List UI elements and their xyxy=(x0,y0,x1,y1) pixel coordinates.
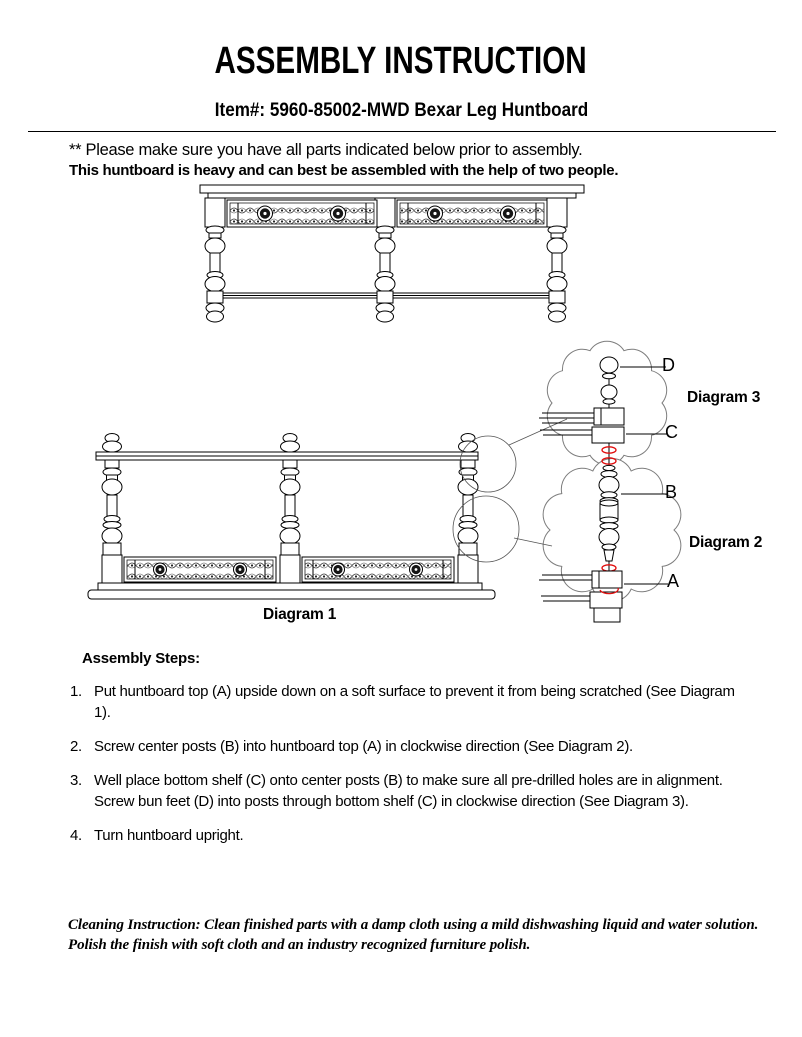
step-number: 1. xyxy=(70,683,82,700)
stretcher-rail xyxy=(96,452,478,460)
drawer-left xyxy=(124,557,276,582)
item-number: Item#: 5960-85002-MWD Bexar Leg Huntboard xyxy=(214,100,588,121)
diagram2-caption: Diagram 2 xyxy=(689,534,763,551)
assembly-step-1 xyxy=(70,681,750,723)
assembly-steps-list xyxy=(70,681,750,859)
item-number-row xyxy=(0,100,802,122)
step-number: 2. xyxy=(70,738,82,755)
assembly-steps-heading: Assembly Steps: xyxy=(82,650,200,667)
part-label-d: D xyxy=(662,355,675,375)
assembly-diagrams-drawing xyxy=(80,340,795,630)
drawer-right xyxy=(397,200,547,227)
leg-center xyxy=(375,226,395,322)
drawer-right xyxy=(302,557,454,582)
part-label-b: B xyxy=(665,482,678,502)
upside-down-huntboard xyxy=(88,434,495,600)
apron-block-left xyxy=(205,198,225,227)
cleaning-instruction: Cleaning Instruction: Clean finished parts with a damp cloth using a mild dishwashing liquid and water solution. Polish the finish with soft cloth and an industry recognized furniture polish. xyxy=(68,917,759,953)
huntboard-top xyxy=(200,185,584,198)
huntboard-top xyxy=(88,583,495,599)
page-title-row xyxy=(0,42,802,80)
page-title: ASSEMBLY INSTRUCTION xyxy=(214,40,588,82)
drawer-left xyxy=(227,200,377,227)
step-number: 4. xyxy=(70,827,82,844)
parts-notice: ** Please make sure you have all parts indicated below prior to assembly. xyxy=(69,141,583,159)
step-text: Well place bottom shelf (C) onto center posts (B) to make sure all pre-drilled holes are in alignment. Screw bun feet (D) into posts through bottom shelf (C) in clockwise direction (See Diagram 3). xyxy=(94,772,723,810)
part-label-c: C xyxy=(665,422,678,442)
apron-block-center xyxy=(280,555,300,583)
assembly-step-2 xyxy=(70,736,750,757)
weight-warning: This huntboard is heavy and can best be assembled with the help of two people. xyxy=(69,162,619,179)
diagram3-caption: Diagram 3 xyxy=(687,389,761,406)
step-text: Put huntboard top (A) upside down on a soft surface to prevent it from being scratched (See Diagram 1). xyxy=(94,683,735,721)
apron-block-right xyxy=(458,555,478,583)
part-label-a: A xyxy=(667,571,680,591)
apron-block-right xyxy=(547,198,567,227)
leg-right xyxy=(547,226,567,322)
assembled-huntboard-drawing xyxy=(198,183,586,341)
diagram1-caption: Diagram 1 xyxy=(263,606,337,623)
step-number: 3. xyxy=(70,772,82,789)
apron-block-center xyxy=(375,198,395,227)
step-text: Screw center posts (B) into huntboard top (A) in clockwise direction (See Diagram 2). xyxy=(94,738,633,755)
assembly-step-4 xyxy=(70,825,750,846)
leg-left xyxy=(205,226,225,322)
step-text: Turn huntboard upright. xyxy=(94,827,244,844)
apron-block-left xyxy=(102,555,122,583)
header-divider xyxy=(28,131,776,132)
assembly-step-3 xyxy=(70,770,750,812)
